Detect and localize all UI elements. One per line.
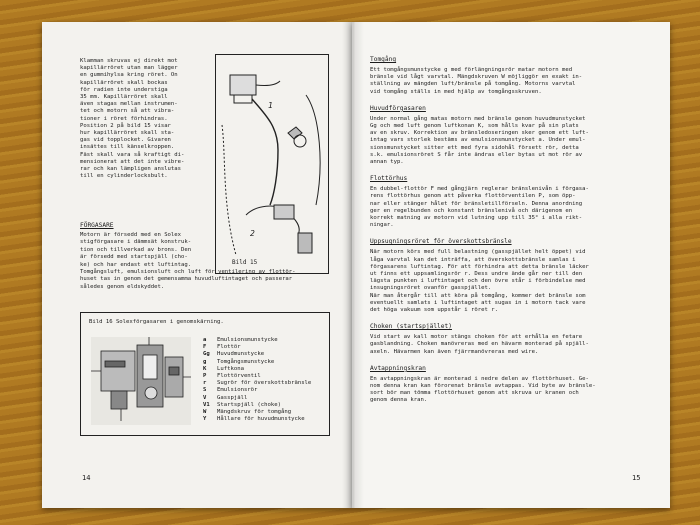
- text-line: det höga vakuum som uppstår i röret r.: [370, 307, 498, 313]
- text-line: bränsle vid lågt varvtal. Mängdskruven W möjliggör en exakt in-: [370, 74, 583, 81]
- figure-16-caption: Bild 16 Solexförgasaren i genomskärning.: [89, 319, 224, 325]
- text-line: 35 mm. Kapillärröret skall: [80, 94, 168, 100]
- text-line: insättes till känselkroppen.: [80, 144, 175, 151]
- text-line: eventuellt samlats i luftintaget att sugas in i motorn tack vare: [370, 299, 586, 306]
- legend-label: Sugrör för överskottsbränsle: [217, 380, 312, 387]
- legend-row: [203, 380, 323, 387]
- book-gutter: [342, 22, 364, 508]
- callout-1: 1: [268, 101, 273, 110]
- legend-key: V: [203, 394, 207, 401]
- text-line: Vid start av kall motor stängs choken för att erhålla en fetare: [370, 334, 583, 341]
- legend-label: Huvudmunstycke: [217, 351, 265, 358]
- text-line: rens flottörhus genom att påverka flottörventilen P, som öpp-: [370, 193, 576, 200]
- text-line: Tomgångsluft, emulsionsluft och luft för ventilering av flottör-: [80, 269, 296, 275]
- legend-key: W: [203, 409, 207, 415]
- legend-key: Y: [203, 416, 207, 423]
- text-line: Position 2 på bild 15 visar: [80, 122, 171, 129]
- text-line: intag vars storlek bestäms av emulsionsmunstycket a. Under emul-: [370, 137, 586, 144]
- page-number-right: 15: [632, 474, 641, 482]
- text-line: Fäst skall vara så kraftigt di-: [80, 151, 185, 158]
- text-line: ger en regelbunden och konstant bränslenivå och därigenom en: [370, 207, 573, 214]
- text-line: Motorn är försedd med en Solex: [80, 232, 182, 238]
- text-line: av en skruv. Korrektion av bränsledoseringen sker genom ett luft-: [370, 130, 589, 137]
- text-line: kapillärröret utan man lägger: [80, 65, 178, 72]
- text-line: ställning av mängden luft/bränsle på tomgång. Motorns varvtal: [370, 81, 576, 88]
- page-number-left: 14: [82, 474, 91, 482]
- legend-label: Flottör: [217, 344, 241, 351]
- section-heading-forgasare: FÖRGASARE: [80, 222, 114, 229]
- legend-key: F: [203, 344, 207, 351]
- text-line: även stagas mellan instrumen-: [80, 101, 178, 108]
- section-heading: Huvudförgasaren: [370, 104, 426, 112]
- text-line: låga varvtal kan det inträffa, att överskottsbränsle samlas i: [370, 256, 576, 263]
- legend-label: Emulsionsrör: [217, 387, 258, 394]
- text-line: Under normal gång matas motorn med bränsle genom huvudmunstycket: [370, 115, 586, 122]
- figure-15: [215, 54, 329, 274]
- legend-key: g: [203, 358, 207, 365]
- text-line: en gummihylsa kring röret. On: [80, 72, 178, 79]
- section-heading: Choken (startspjället): [370, 323, 452, 331]
- figure-16-carburetor-illustration: [91, 337, 191, 425]
- text-line: Ett tomgångsmunstycke g med förlängningsrör matar motorn med: [370, 67, 573, 73]
- legend-label: Mängdskruv för tomgång: [217, 409, 292, 415]
- legend-key: S: [203, 387, 207, 394]
- text-line: sort bör man tömma flottörhuset genom att skruva ur kranen och: [370, 390, 579, 397]
- legend-key: a: [203, 337, 207, 343]
- text-line: förgasarens luftintag. För att förhindra att detta bränsle läcker: [370, 263, 589, 270]
- legend-row: [203, 337, 323, 344]
- text-line: nom denna kran kan förorenat bränsle avtappas. Vid byte av bränsle-: [370, 383, 596, 389]
- section-heading: Tomgång: [370, 56, 397, 63]
- legend-key: K: [203, 365, 207, 372]
- legend-row: [203, 366, 323, 373]
- legend-row: [203, 402, 323, 409]
- text-line: ut finns ett uppsamlingsrör r. Dess undre ände går ner till den: [370, 271, 583, 277]
- text-line: tion och tillverkad av brons. Den: [80, 246, 192, 253]
- text-line: När motorn körs med full belastning (gasspjället helt öppet) vid: [370, 249, 586, 256]
- legend-row: [203, 395, 323, 402]
- text-line: är försedd med startspjäll (cho-: [80, 254, 188, 261]
- text-line: En dubbel-flottör F med gångjärn reglerar bränslenivån i förgasa-: [370, 186, 589, 193]
- text-line: annan typ.: [370, 159, 404, 165]
- legend-label: Hållare för huvudmunstycke: [217, 416, 305, 423]
- text-line: Gg och med luft genom luftkonan K, som hålls kvar på sin plats: [370, 123, 579, 129]
- text-line: kapillärröret skall bockas: [80, 79, 168, 86]
- text-line: När man återgår till att köra på tomgång, kommer det bränsle som: [370, 292, 586, 299]
- legend-label: Tomgångsmunstycke: [217, 358, 275, 365]
- section-heading: Uppsugningsröret för överskottsbränsle: [370, 238, 512, 246]
- section-heading: Flottörhus: [370, 175, 408, 183]
- text-line: lägsta punkten i luftintaget och den övre står i förbindelse med: [370, 278, 586, 285]
- text-line: gas vid topplocket. Givaren: [80, 137, 171, 144]
- text-line: stigförgasare i dämmsät konstruk-: [80, 239, 192, 246]
- text-line: vid tomgång ställs in med hjälp av tomgångsskruven.: [370, 88, 542, 95]
- text-line: tet och motorn så att vibra-: [80, 108, 175, 115]
- figure-16: [80, 312, 330, 436]
- text-line: En avtappningskran är monterad i nedre delen av flottörhuset. Ge-: [370, 375, 589, 382]
- legend-key: V1: [203, 401, 210, 408]
- legend-row: [203, 409, 323, 416]
- text-line: ke) och har endast ett luftintag.: [80, 261, 192, 268]
- text-line: till en cylinderlocksbult.: [80, 173, 168, 180]
- legend-row: [203, 344, 323, 351]
- figure-15-illustration: [216, 55, 328, 273]
- callout-2: 2: [250, 229, 255, 238]
- legend-label: Startspjäll (choke): [217, 401, 281, 408]
- left-page: [42, 22, 352, 508]
- legend-label: Emulsionsmunstycke: [217, 337, 278, 343]
- text-line: gasblandning. Choken manövreras med en hävarm monterad på spjäll-: [370, 341, 589, 348]
- legend-key: r: [203, 380, 207, 387]
- text-line: sionsmunstycket sitter ett med fyra sidohål försett rör, detta: [370, 144, 579, 151]
- legend-row: [203, 373, 323, 380]
- text-line: s.k. emulsionsröret S får inte ändras eller bytas ut mot rör av: [370, 151, 583, 158]
- legend-label: Gasspjäll: [217, 394, 248, 401]
- text-line: korrekt matning av motorn vid lutning upp till 35° i alla rikt-: [370, 215, 583, 221]
- section-heading: Avtappningskran: [370, 364, 426, 372]
- legend-key: Gg: [203, 351, 210, 358]
- legend-row: [203, 359, 323, 366]
- text-line: hur kapillärröret skall sta-: [80, 130, 175, 136]
- text-line: ningar.: [370, 222, 394, 229]
- right-page: [352, 22, 670, 508]
- text-line: nar eller stänger hålet för bränsletillförseln. Denna anordning: [370, 200, 583, 207]
- legend-row: [203, 351, 323, 358]
- text-line: mensionerat att det inte vibre-: [80, 158, 185, 165]
- legend-row: [203, 387, 323, 394]
- text-line: Klamman skruvas ej direkt mot: [80, 58, 178, 64]
- text-line: genom denna kran.: [370, 397, 428, 404]
- legend-key: P: [203, 373, 207, 379]
- legend-label: Luftkona: [217, 365, 244, 372]
- text-line: tioner i röret förhindras.: [80, 115, 168, 122]
- legend-row: [203, 416, 323, 423]
- text-line: således genom eldskyddet.: [80, 283, 165, 290]
- text-line: rar och kan lämpligen anslutas: [80, 166, 182, 172]
- text-line: insugningsröret ovanför gasspjället.: [370, 285, 492, 292]
- text-line: huset tas in genom det gemensamma huvudluftintaget och passerar: [80, 276, 293, 283]
- legend-label: Flottörventil: [217, 373, 261, 379]
- text-line: axeln. Hävarmen kan även fjärrmanövreras med wire.: [370, 348, 539, 355]
- text-line: för radien inte understiga: [80, 86, 168, 93]
- figure-15-caption: Bild 15: [232, 259, 258, 266]
